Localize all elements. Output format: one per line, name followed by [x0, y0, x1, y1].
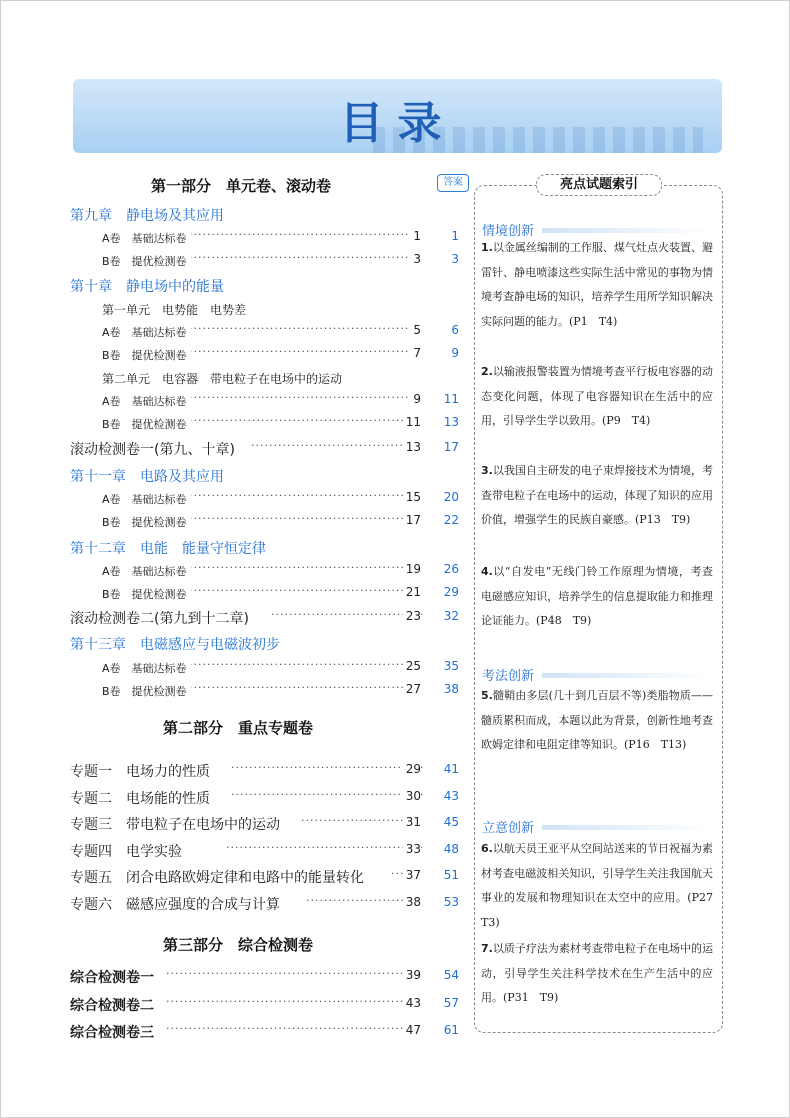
roll-test-1[interactable]	[1, 439, 471, 457]
leader-dots	[171, 228, 423, 246]
toc-entry[interactable]	[1, 322, 471, 340]
answer-page: 32	[443, 609, 459, 623]
unit-1-title: 第一单元 电势能 电势差	[102, 303, 247, 317]
highlight-item	[481, 937, 713, 1011]
item-number: 2.	[481, 365, 493, 378]
topic-entry[interactable]	[1, 814, 471, 832]
entry-label: B卷 提优检测卷	[102, 416, 191, 432]
question-page: 25	[403, 659, 421, 673]
leader-dots	[271, 608, 423, 626]
answer-page: 61	[443, 1023, 459, 1037]
part1-title: 第一部分 单元卷、滚动卷	[151, 177, 332, 195]
section-head-bar	[542, 825, 712, 830]
entry-label: 专题二 电场能的性质	[70, 788, 214, 808]
question-page: 1	[410, 229, 421, 243]
item-number: 7.	[481, 942, 493, 955]
item-text: 以金属丝编制的工作服、煤气灶点火装置、避雷针、静电喷漆这些实际生活中常见的事物为情境考查静电场的知识，培养学生用所学知识解决实际问题的能力。(P1 T4)	[481, 241, 713, 328]
toc-entry[interactable]	[1, 658, 471, 676]
topic-entry[interactable]	[1, 894, 471, 912]
entry-label: A卷 基础达标卷	[102, 660, 191, 676]
answer-page: 22	[443, 513, 459, 527]
entry-label: A卷 基础达标卷	[102, 393, 191, 409]
entry-label: 专题四 电学实验	[70, 841, 186, 861]
answer-page: 11	[443, 392, 459, 406]
item-text: 以质子疗法为素材考查带电粒子在电场中的运动，引导学生关注科学技术在生产生活中的应用。(P31 T9)	[481, 942, 713, 1004]
item-number: 3.	[481, 464, 493, 477]
item-number: 5.	[481, 689, 493, 702]
leader-dots	[166, 995, 423, 1013]
leader-dots	[171, 489, 423, 507]
comprehensive-test-entry[interactable]	[1, 1022, 471, 1040]
section-head-method	[482, 665, 534, 684]
item-text: 髓鞘由多层(几十到几百层不等)类脂物质——髓质累积而成，本题以此为背景，创新性地考查欧姆定律和电阻定律等知识。(P16 T13)	[481, 689, 713, 751]
comprehensive-test-entry[interactable]	[1, 995, 471, 1013]
leader-dots	[166, 967, 423, 985]
toc-entry[interactable]	[1, 561, 471, 579]
entry-label: A卷 基础达标卷	[102, 230, 191, 246]
toc-entry[interactable]	[1, 228, 471, 246]
answer-page: 13	[443, 415, 459, 429]
question-page: 13	[403, 440, 421, 454]
topic-entry[interactable]	[1, 761, 471, 779]
entry-label: 滚动检测卷二(第九到十二章)	[70, 608, 253, 628]
highlight-item	[481, 560, 713, 634]
question-page: 29	[403, 762, 421, 776]
leader-dots	[231, 761, 423, 779]
leader-dots	[171, 681, 423, 699]
item-number: 1.	[481, 241, 493, 254]
item-number: 6.	[481, 842, 493, 855]
entry-label: 专题五 闭合电路欧姆定律和电路中的能量转化	[70, 867, 368, 887]
comprehensive-test-entry[interactable]	[1, 967, 471, 985]
question-page: 39	[403, 968, 421, 982]
question-page: 33	[403, 842, 421, 856]
roll-test-2[interactable]	[1, 608, 471, 626]
answer-page: 43	[443, 789, 459, 803]
leader-dots	[171, 584, 423, 602]
question-page: 19	[403, 562, 421, 576]
toc-entry[interactable]	[1, 681, 471, 699]
part3-title: 第三部分 综合检测卷	[163, 936, 314, 954]
item-number: 4.	[481, 565, 493, 578]
chapter-9-title[interactable]: 第九章 静电场及其应用	[70, 208, 224, 224]
answer-page: 51	[443, 868, 459, 882]
section-head-label: 立意创新	[482, 821, 535, 836]
question-page: 23	[403, 609, 421, 623]
answer-page: 54	[443, 968, 459, 982]
item-text: 以输液报警装置为情境考查平行板电容器的动态变化问题，体现了电容器知识在生活中的应用，引导学生学以致用。(P9 T4)	[481, 365, 713, 427]
page-title: 目录	[339, 98, 456, 149]
answer-page: 17	[443, 440, 459, 454]
answer-page: 9	[451, 346, 459, 360]
entry-label: A卷 基础达标卷	[102, 324, 191, 340]
section-head-bar	[542, 673, 712, 678]
highlight-item	[481, 837, 724, 935]
highlight-item	[481, 360, 713, 434]
question-page: 27	[403, 682, 421, 696]
entry-label: 综合检测卷二	[70, 995, 158, 1015]
toc-entry[interactable]	[1, 512, 471, 530]
leader-dots	[171, 391, 423, 409]
entry-label: 综合检测卷三	[70, 1022, 158, 1042]
question-page: 9	[410, 392, 421, 406]
entry-label: B卷 提优检测卷	[102, 514, 191, 530]
answer-page: 6	[451, 323, 459, 337]
entry-label: 专题三 带电粒子在电场中的运动	[70, 814, 284, 834]
entry-label: B卷 提优检测卷	[102, 253, 191, 269]
entry-label: 综合检测卷一	[70, 967, 158, 987]
section-head-label: 情境创新	[482, 224, 535, 239]
leader-dots	[171, 512, 423, 530]
highlight-item	[481, 459, 713, 533]
toc-entry[interactable]	[1, 345, 471, 363]
leader-dots	[171, 322, 423, 340]
item-text: 以我国自主研发的电子束焊接技术为情境，考查带电粒子在电场中的运动，体现了知识的应用价值，增强学生的民族自豪感。(P13 T9)	[481, 464, 713, 526]
answer-page: 48	[443, 842, 459, 856]
answer-column-tag: 答案	[437, 174, 469, 192]
question-page: 47	[403, 1023, 421, 1037]
item-text: 以航天员王亚平从空间站送来的节日祝福为素材考查电磁波相关知识，引导学生关注我国航天事业的发展和物理知识在太空中的应用。(P27 T3)	[481, 842, 724, 929]
question-page: 38	[403, 895, 421, 909]
topic-entry[interactable]	[1, 841, 471, 859]
answer-page: 45	[443, 815, 459, 829]
highlight-item	[481, 236, 713, 334]
leader-dots	[231, 788, 423, 806]
toc-entry[interactable]	[1, 489, 471, 507]
leader-dots	[171, 658, 423, 676]
answer-page: 38	[443, 682, 459, 696]
leader-dots	[171, 561, 423, 579]
question-page: 37	[403, 868, 421, 882]
question-page: 21	[403, 585, 421, 599]
entry-label: B卷 提优检测卷	[102, 347, 191, 363]
answer-page: 1	[451, 229, 459, 243]
toc-entry[interactable]	[1, 391, 471, 409]
question-page: 5	[410, 323, 421, 337]
leader-dots	[171, 345, 423, 363]
entry-label: A卷 基础达标卷	[102, 563, 191, 579]
question-page: 7	[410, 346, 421, 360]
answer-page: 29	[443, 585, 459, 599]
question-page: 11	[403, 415, 421, 429]
unit-2-title: 第二单元 电容器 带电粒子在电场中的运动	[102, 372, 343, 386]
toc-entry[interactable]	[1, 584, 471, 602]
answer-page: 35	[443, 659, 459, 673]
leader-dots	[251, 439, 423, 457]
item-text: 以“自发电”无线门铃工作原理为情境，考查电磁感应知识，培养学生的信息提取能力和推理论证能力。(P48 T9)	[481, 565, 713, 627]
answer-page: 3	[451, 252, 459, 266]
highlight-item	[481, 684, 713, 758]
chapter-11-title[interactable]: 第十一章 电路及其应用	[70, 469, 224, 485]
question-page: 15	[403, 490, 421, 504]
answer-page: 20	[443, 490, 459, 504]
topic-entry[interactable]	[1, 867, 471, 885]
section-head-bar	[542, 228, 712, 233]
part2-title: 第二部分 重点专题卷	[163, 719, 314, 737]
entry-label: A卷 基础达标卷	[102, 491, 191, 507]
entry-label: 专题一 电场力的性质	[70, 761, 214, 781]
entry-label: 滚动检测卷一(第九、十章)	[70, 439, 239, 459]
question-page: 30	[403, 789, 421, 803]
highlights-title: 亮点试题索引	[536, 174, 662, 196]
leader-dots	[226, 841, 423, 859]
answer-page: 57	[443, 996, 459, 1010]
leader-dots	[166, 1022, 423, 1040]
entry-label: B卷 提优检测卷	[102, 683, 191, 699]
answer-page: 41	[443, 762, 459, 776]
question-page: 3	[410, 252, 421, 266]
toc-entry[interactable]	[1, 414, 471, 432]
topic-entry[interactable]	[1, 788, 471, 806]
section-head-intent	[482, 817, 534, 836]
section-head-label: 考法创新	[482, 669, 535, 684]
chapter-13-title[interactable]: 第十三章 电磁感应与电磁波初步	[70, 637, 280, 653]
question-page: 31	[403, 815, 421, 829]
entry-label: B卷 提优检测卷	[102, 586, 191, 602]
entry-label: 专题六 磁感应强度的合成与计算	[70, 894, 284, 914]
title-banner	[73, 79, 722, 153]
answer-page: 53	[443, 895, 459, 909]
answer-page: 26	[443, 562, 459, 576]
leader-dots	[171, 251, 423, 269]
toc-entry[interactable]	[1, 251, 471, 269]
question-page: 17	[403, 513, 421, 527]
chapter-10-title[interactable]: 第十章 静电场中的能量	[70, 279, 224, 295]
question-page: 43	[403, 996, 421, 1010]
chapter-12-title[interactable]: 第十二章 电能 能量守恒定律	[70, 541, 266, 557]
leader-dots	[171, 414, 423, 432]
